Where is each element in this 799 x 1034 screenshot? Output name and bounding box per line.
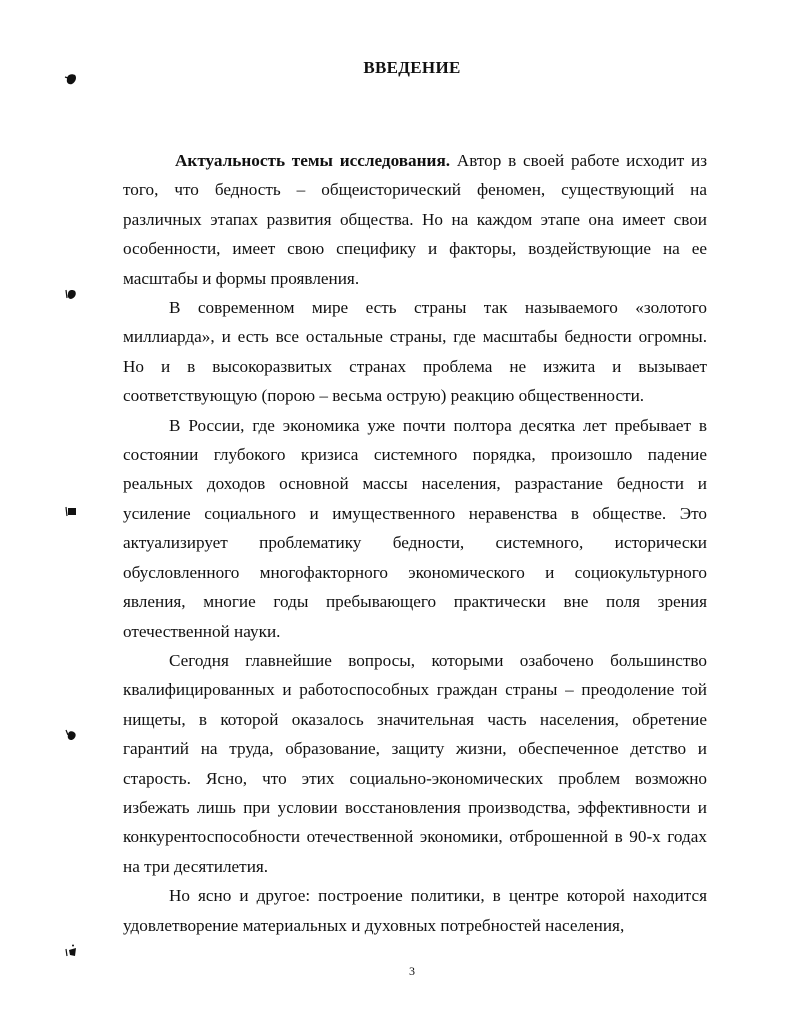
- page-title: ВВЕДЕНИЕ: [363, 58, 461, 77]
- binding-hole-mark-3: [64, 504, 78, 518]
- paragraph-1: [123, 146, 707, 293]
- body-text: [123, 146, 707, 940]
- paragraph-text: Автор в своей работе исходит из того, что бедность – общеисторический феномен, существующий на различных этапах развития общества. Но на каждом этапе она имеет свои особенности, имеет свою специфику и факторы, воздействующие на ее масштабы и формы проявления.: [123, 151, 707, 288]
- page-number: 3: [409, 964, 415, 978]
- binding-hole-mark-4: [64, 728, 78, 742]
- binding-hole-mark-5: [64, 944, 78, 958]
- paragraph-2: В современном мире есть страны так называемого «золотого миллиарда», и есть все остальные страны, где масштабы бедности огромны. Но и в высокоразвитых странах проблема не изжита и вызывает соответствующую (порою – весьма острую) реакцию общественности.: [123, 298, 707, 406]
- paragraph-4: Сегодня главнейшие вопросы, которыми озабочено большинство квалифицированных и работоспособных граждан страны – преодоление той нищеты, в которой оказалось значительная часть населения, обретение гарантий на труда, образование, защиту жизни, обеспеченное детство и старость. Ясно, что этих социально-экономических проблем возможно избежать лишь при условии восстановления производства, эффективности и конкурентоспособности отечественной экономики, отброшенной в 90-х годах на три десятилетия.: [123, 650, 707, 876]
- paragraph-5: Но ясно и другое: построение политики, в центре которой находится удовлетворение материальных и духовных потребностей населения,: [123, 886, 707, 935]
- paragraph-3: В России, где экономика уже почти полтора десятка лет пребывает в состоянии глубокого кризиса системного порядка, произошло падение реальных доходов основной массы населения, разрастание бедности и усиление социального и имущественного неравенства в обществе. Это актуализирует проблематику бедности, системного, исторически обусловленного многофакторного экономического и социокультурного явления, многие годы пребывающего практически вне поля зрения отечественной науки.: [123, 415, 707, 641]
- binding-hole-mark-2: [64, 287, 78, 301]
- paragraph-lead: Актуальность темы исследования.: [175, 151, 451, 170]
